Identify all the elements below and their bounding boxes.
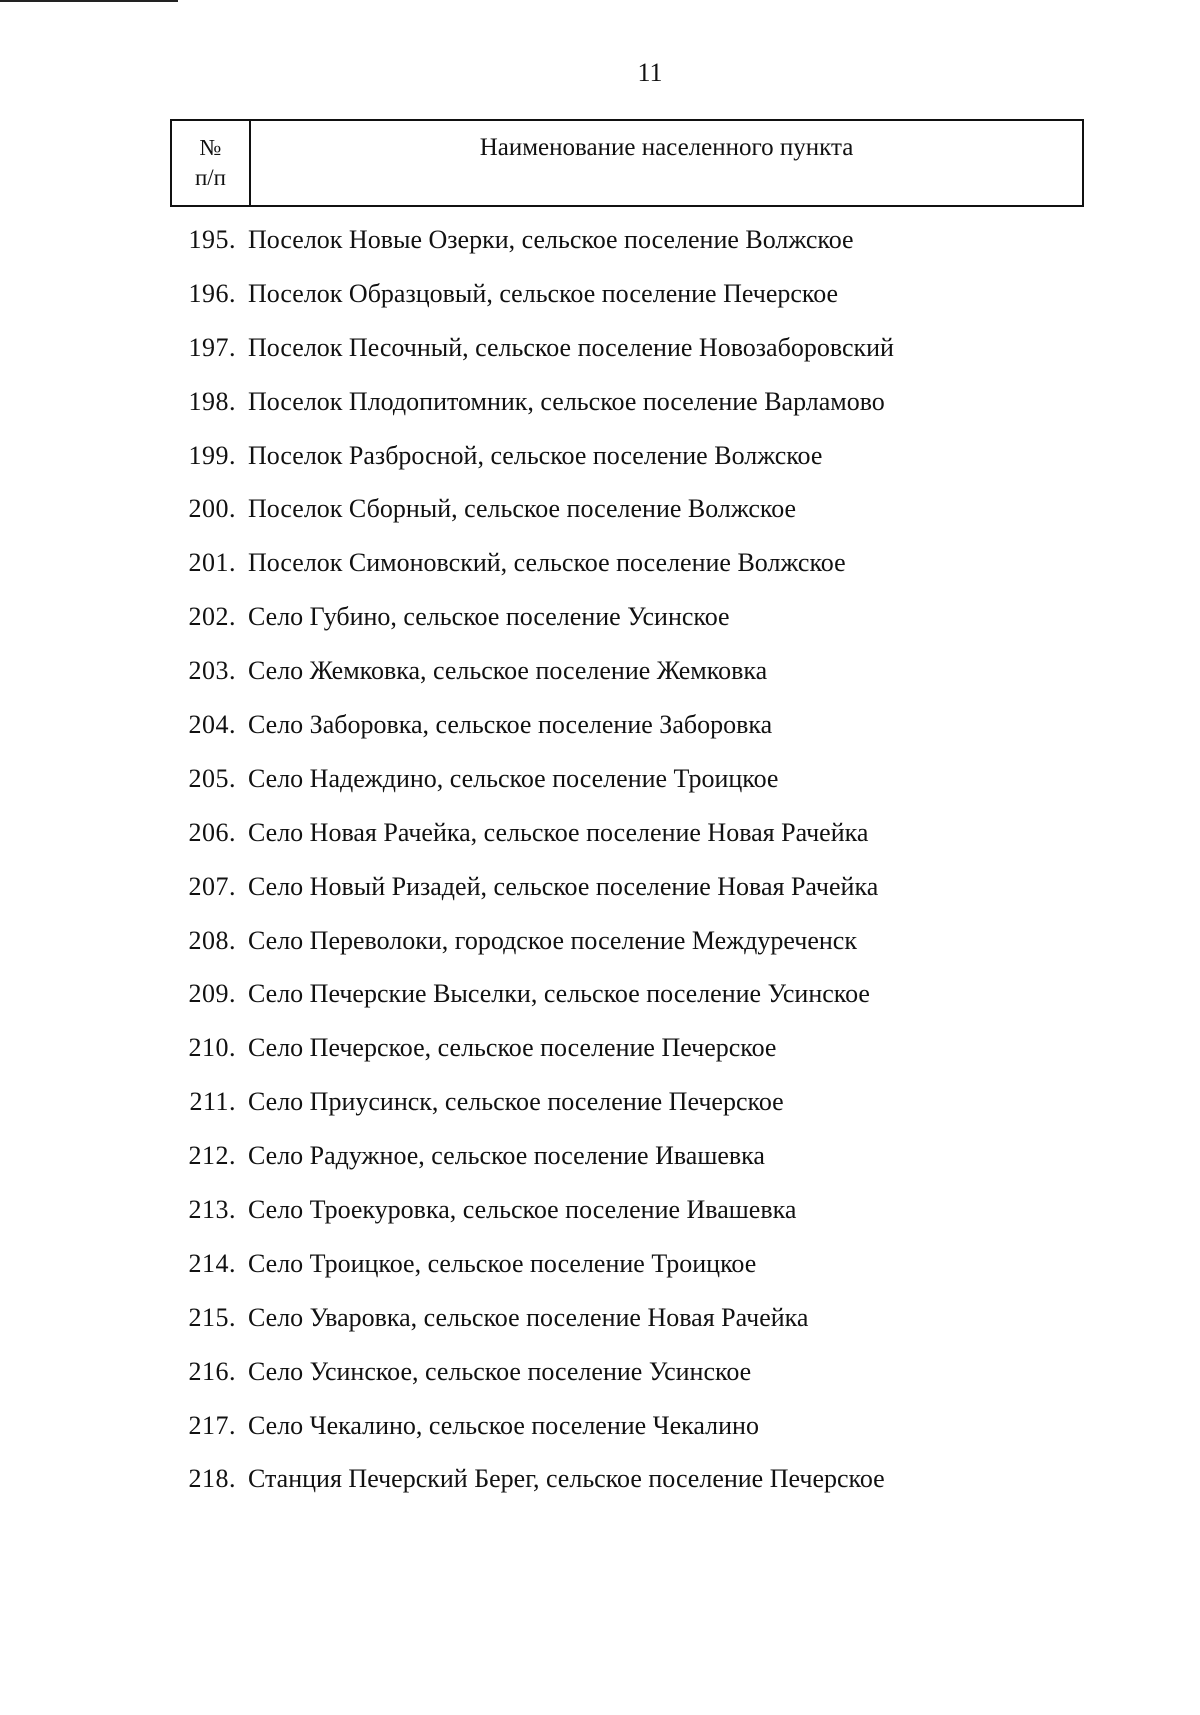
list-item-text: Село Печерские Выселки, сельское поселение Усинское	[248, 979, 870, 1009]
list-item-text: Село Печерское, сельское поселение Печерское	[248, 1033, 777, 1063]
list-item	[170, 482, 1170, 536]
list-item	[170, 1075, 1170, 1129]
header-name-column: Наименование населенного пункта	[479, 134, 854, 161]
list-item-number: 195.	[188, 224, 236, 254]
list-item	[170, 698, 1170, 752]
header-number-abbrev: п/п	[194, 165, 226, 190]
list-item	[170, 429, 1170, 483]
list-item-number: 198.	[188, 386, 236, 416]
list-item-number: 197.	[188, 332, 236, 362]
header-number-column	[172, 121, 251, 205]
list-item	[170, 267, 1170, 321]
list-item	[170, 967, 1170, 1021]
list-item-text: Поселок Сборный, сельское поселение Волжское	[248, 494, 797, 524]
list-item-text: Село Новый Ризадей, сельское поселение Новая Рачейка	[248, 871, 879, 901]
list-item	[170, 1183, 1170, 1237]
list-item	[170, 1021, 1170, 1075]
list-item-number: 213.	[188, 1194, 236, 1224]
list-item-text: Село Приусинск, сельское поселение Печерское	[248, 1087, 784, 1117]
list-item	[170, 914, 1170, 968]
list-item-text: Село Губино, сельское поселение Усинское	[248, 602, 730, 632]
list-item-number: 202.	[188, 602, 236, 632]
header-number-symbol: №	[199, 135, 222, 160]
scan-edge-mark	[0, 0, 178, 2]
table-header	[170, 119, 1084, 207]
list-item-number: 204.	[188, 709, 236, 739]
list-item-number: 214.	[188, 1248, 236, 1278]
list-item-text: Село Жемковка, сельское поселение Жемковка	[248, 656, 768, 686]
list-item	[170, 321, 1170, 375]
list-item	[170, 1237, 1170, 1291]
list-item-text: Поселок Образцовый, сельское поселение Печерское	[248, 278, 839, 308]
list-item-number: 215.	[188, 1302, 236, 1332]
list-item-text: Село Радужное, сельское поселение Ивашевка	[248, 1141, 765, 1171]
list-item	[170, 806, 1170, 860]
list-item	[170, 213, 1170, 267]
list-item-text: Поселок Плодопитомник, сельское поселение Варламово	[248, 386, 885, 416]
list-item-text: Поселок Новые Озерки, сельское поселение Волжское	[248, 224, 854, 254]
list-item	[170, 1291, 1170, 1345]
list-item-text: Село Заборовка, сельское поселение Заборовка	[248, 709, 773, 739]
list-item-text: Село Чекалино, сельское поселение Чекалино	[248, 1410, 759, 1440]
list-item-text: Поселок Песочный, сельское поселение Новозаборовский	[248, 332, 894, 362]
list-item-number: 207.	[188, 871, 236, 901]
list-item-number: 203.	[188, 656, 236, 686]
list-item-number: 217.	[188, 1410, 236, 1440]
list-item-text: Поселок Симоновский, сельское поселение Волжское	[248, 548, 846, 578]
list-item-number: 201.	[188, 548, 236, 578]
list-item	[170, 752, 1170, 806]
list-item-text: Село Троицкое, сельское поселение Троицкое	[248, 1248, 757, 1278]
settlement-list	[170, 213, 1170, 1506]
list-item-text: Станция Печерский Берег, сельское поселение Печерское	[248, 1464, 885, 1494]
list-item	[170, 590, 1170, 644]
list-item-number: 200.	[188, 494, 236, 524]
list-item	[170, 536, 1170, 590]
list-item-number: 211.	[189, 1087, 236, 1117]
list-item-number: 209.	[188, 979, 236, 1009]
list-item-number: 199.	[188, 440, 236, 470]
list-item-text: Село Усинское, сельское поселение Усинское	[248, 1356, 752, 1386]
list-item-number: 212.	[188, 1141, 236, 1171]
list-item	[170, 1129, 1170, 1183]
list-item-number: 205.	[188, 763, 236, 793]
list-item	[170, 644, 1170, 698]
list-item	[170, 375, 1170, 429]
list-item-number: 216.	[188, 1356, 236, 1386]
list-item-number: 196.	[188, 278, 236, 308]
list-item	[170, 1345, 1170, 1399]
list-item-text: Село Уваровка, сельское поселение Новая Рачейка	[248, 1302, 809, 1332]
list-item-text: Село Надеждино, сельское поселение Троицкое	[248, 763, 779, 793]
list-item	[170, 1399, 1170, 1453]
list-item	[170, 860, 1170, 914]
page-number: 11	[637, 58, 663, 87]
list-item-number: 210.	[188, 1033, 236, 1063]
list-item-text: Село Переволоки, городское поселение Междуреченск	[248, 925, 857, 955]
list-item-text: Поселок Разбросной, сельское поселение Волжское	[248, 440, 823, 470]
list-item-text: Село Троекуровка, сельское поселение Ивашевка	[248, 1194, 797, 1224]
list-item-number: 218.	[188, 1464, 236, 1494]
list-item-number: 206.	[188, 817, 236, 847]
list-item-text: Село Новая Рачейка, сельское поселение Новая Рачейка	[248, 817, 869, 847]
list-item-number: 208.	[188, 925, 236, 955]
list-item	[170, 1452, 1170, 1506]
